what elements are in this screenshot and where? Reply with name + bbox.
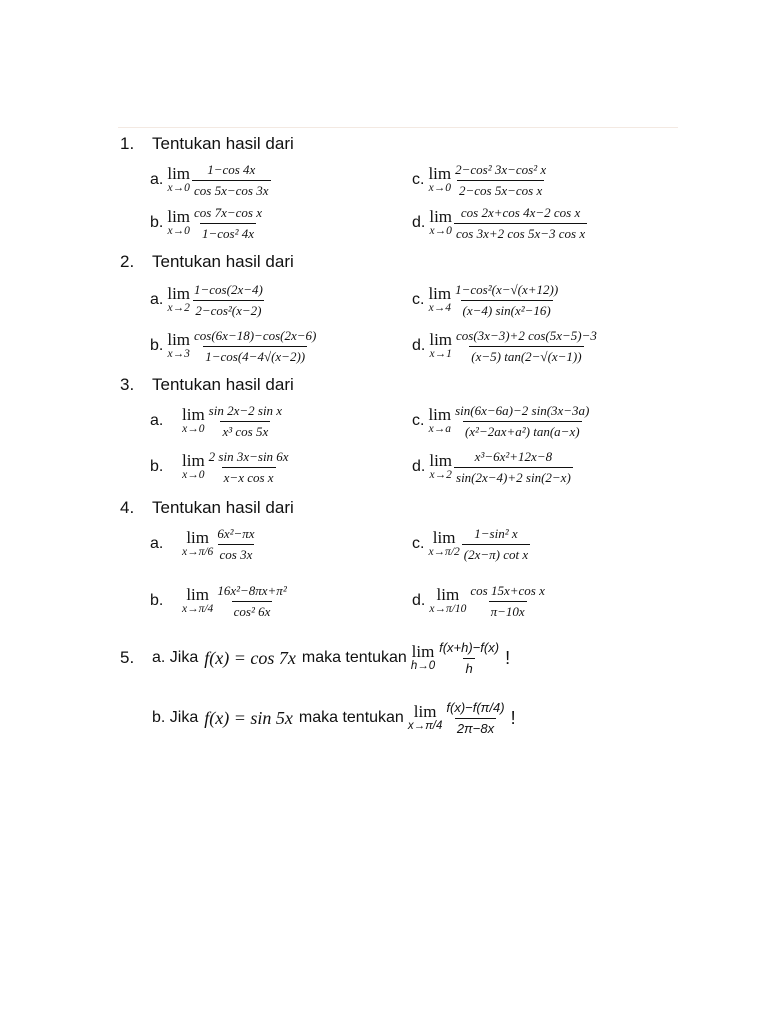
item-label: d. bbox=[412, 337, 426, 355]
question-number: 3. bbox=[120, 375, 135, 394]
item-label: c. bbox=[412, 291, 425, 309]
fraction: $\frac{\text{cos 7x−cos x}}{\text{1−cos² 4x}}$ bbox=[194, 205, 262, 241]
question-number: 1. bbox=[120, 134, 135, 153]
function-definition: f(x) = cos 7x bbox=[204, 647, 296, 668]
q1-item-d bbox=[412, 205, 587, 241]
fraction: $\frac{f(x+h)-f(x)}{h}$ bbox=[439, 640, 500, 676]
fraction: $\frac{\text{6x²−πx}}{\cos 3x}$ bbox=[217, 526, 255, 562]
question-number: 5. bbox=[120, 648, 135, 668]
q2-item-d bbox=[412, 328, 599, 364]
q2-item-c bbox=[412, 282, 560, 318]
limit-operator: lim x→0 bbox=[182, 405, 205, 436]
fraction: $\frac{\text{2−cos² 3x−cos² x}}{\text{2−cos 5x−cos x}}$ bbox=[455, 162, 547, 198]
limit-operator: lim x→a bbox=[428, 405, 452, 436]
question-3-heading bbox=[120, 375, 294, 395]
q3-item-a bbox=[150, 403, 284, 439]
q4-item-b bbox=[150, 583, 289, 619]
item-label: a. bbox=[150, 171, 164, 189]
fraction: $\frac{\text{1−sin² x}}{\text{(2x−π) cot x}}$ bbox=[463, 526, 529, 562]
limit-operator: lim x→π/2 bbox=[428, 528, 460, 559]
limit-operator: lim x→π/6 bbox=[182, 528, 214, 559]
fraction: $\frac{1-\cos(2x-4)}{\text{2−cos²(x−2)}}$ bbox=[194, 282, 263, 318]
limit-operator: lim x→π/10 bbox=[429, 585, 467, 616]
function-definition: f(x) = sin 5x bbox=[204, 707, 293, 728]
question-1-heading bbox=[120, 134, 294, 154]
limit-operator: lim x→0 bbox=[167, 164, 191, 195]
item-label: a. bbox=[150, 412, 164, 430]
item-label: d. bbox=[412, 592, 426, 610]
q2-item-a bbox=[150, 282, 265, 318]
q5a-text: maka tentukan bbox=[301, 649, 407, 667]
limit-operator: lim x→2 bbox=[167, 284, 191, 315]
item-label: c. bbox=[412, 535, 425, 553]
limit-operator: lim x→4 bbox=[428, 284, 452, 315]
question-text: Tentukan hasil dari bbox=[152, 375, 294, 394]
item-label: b. bbox=[150, 337, 164, 355]
question-text: Tentukan hasil dari bbox=[152, 498, 294, 517]
q1-item-c bbox=[412, 162, 548, 198]
fraction: $\frac{\text{16x²−8πx+π²}}{\text{cos² 6x}}$ bbox=[217, 583, 287, 619]
q2-item-b bbox=[150, 328, 318, 364]
item-label: d. bbox=[412, 214, 426, 232]
limit-operator: lim x→2 bbox=[429, 451, 453, 482]
fraction: $\frac{\cos(6x-18)-\cos(2x-6)}{1-\cos(4-4√(x-2))}$ bbox=[194, 328, 317, 364]
limit-operator: lim x→1 bbox=[429, 330, 453, 361]
q1-item-b bbox=[150, 205, 264, 241]
q5b-text: maka tentukan bbox=[298, 709, 404, 727]
limit-operator: lim x→3 bbox=[167, 330, 191, 361]
q1-item-a bbox=[150, 162, 271, 198]
q5a-label: a. Jika bbox=[152, 649, 199, 667]
question-number: 4. bbox=[120, 498, 135, 517]
limit-operator: lim x→π/4 bbox=[407, 702, 443, 733]
fraction: $\frac{\text{cos 15x+cos x}}{\pi-10x}$ bbox=[470, 583, 545, 619]
fraction: $\frac{\text{x³−6x²+12x−8}}{\sin(2x-4)+2 \sin(2-x)}$ bbox=[456, 449, 571, 485]
fraction: $\frac{1-\cos 4x}{\cos 5x-\cos 3x}$ bbox=[194, 162, 269, 198]
q4-item-d bbox=[412, 583, 547, 619]
item-label: a. bbox=[150, 291, 164, 309]
question-4-heading bbox=[120, 498, 294, 518]
item-label: c. bbox=[412, 171, 425, 189]
fraction: $\frac{\text{cos 2x+cos 4x−2 cos x}}{\text{cos 3x+2 cos 5x−3 cos x}}$ bbox=[456, 205, 586, 241]
limit-operator: lim x→π/4 bbox=[182, 585, 214, 616]
item-label: a. bbox=[150, 535, 164, 553]
item-label: c. bbox=[412, 412, 425, 430]
q5-part-a: 5. a. Jika f(x) = cos 7x maka tentukan lim h→0 $\frac{f(x+h)-f(x)}{h}$ ! bbox=[120, 640, 511, 676]
item-label: d. bbox=[412, 458, 426, 476]
fraction: $\frac{\cos(3x-3)+2 \cos(5x-5)-3}{(x-5) \tan(2-√(x-1))}$ bbox=[456, 328, 597, 364]
item-label: b. bbox=[150, 458, 164, 476]
q5-part-b: b. Jika f(x) = sin 5x maka tentukan lim x→π/4 $\frac{f(x)-f(\pi/4)}{2\pi-8x}$ ! bbox=[152, 700, 516, 736]
fraction: $\frac{\text{sin 2x−2 sin x}}{\text{x³ cos 5x}}$ bbox=[208, 403, 283, 439]
q3-item-b bbox=[150, 449, 291, 485]
q4-item-c bbox=[412, 526, 530, 562]
question-text: Tentukan hasil dari bbox=[152, 252, 294, 271]
question-2-heading bbox=[120, 252, 294, 272]
q5b-label: b. Jika bbox=[152, 709, 199, 727]
limit-operator: lim x→0 bbox=[182, 451, 205, 482]
question-text: Tentukan hasil dari bbox=[152, 134, 294, 153]
fraction: $\frac{f(x)-f(\pi/4)}{2\pi-8x}$ bbox=[446, 700, 505, 736]
fraction: $\frac{2 \sin 3x-\sin 6x}{\text{x−x cos x}}$ bbox=[208, 449, 289, 485]
limit-operator: lim x→0 bbox=[428, 164, 452, 195]
q4-item-a bbox=[150, 526, 257, 562]
q3-item-c bbox=[412, 403, 591, 439]
limit-operator: lim x→0 bbox=[429, 207, 453, 238]
item-label: b. bbox=[150, 592, 164, 610]
question-number: 2. bbox=[120, 252, 135, 271]
item-label: b. bbox=[150, 214, 164, 232]
top-divider bbox=[118, 127, 678, 128]
q3-item-d bbox=[412, 449, 573, 485]
fraction: $\frac{\text{1−cos²(x−√(x+12))}}{\text{(x−4) sin(x²−16)}}$ bbox=[455, 282, 559, 318]
limit-operator: lim h→0 bbox=[410, 642, 436, 673]
limit-operator: lim x→0 bbox=[167, 207, 191, 238]
fraction: $\frac{\sin(6x-6a)-2 \sin(3x-3a)}{\text{(x²−2ax+a²) tan(a−x)}}$ bbox=[455, 403, 590, 439]
